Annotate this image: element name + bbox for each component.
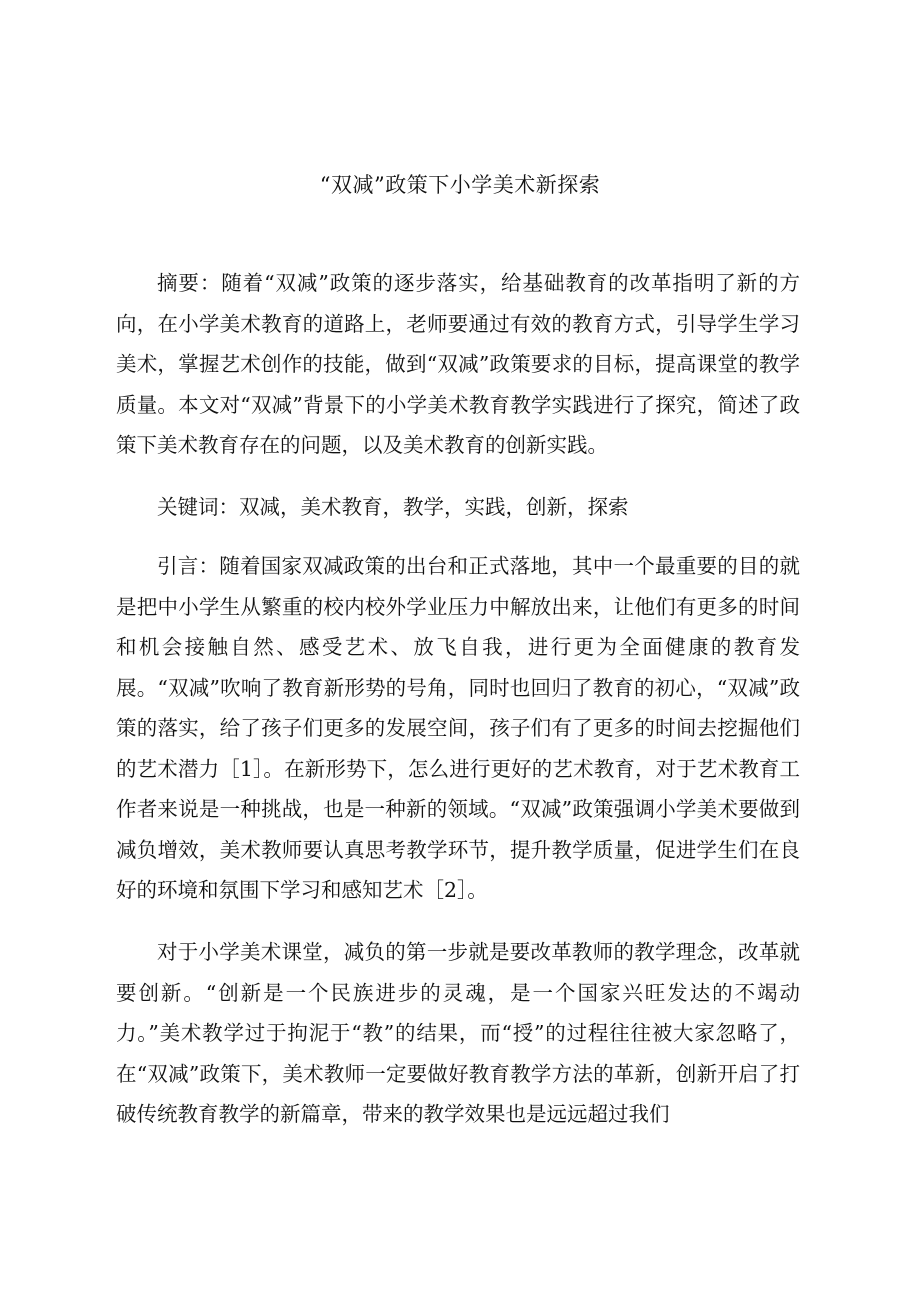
introduction-paragraph: 引言：随着国家双减政策的出台和正式落地，其中一个最重要的目的就是把中小学生从繁重的校内校外学业压力中解放出来，让他们有更多的时间和机会接触自然、感受艺术、放飞自我，进行更为全面健康的教育发展。“双减”吹响了教育新形势的号角，同时也回归了教育的初心，“双减”政策的落实，给了孩子们更多的发展空间，孩子们有了更多的时间去挖掘他们的艺术潜力［1］。在新形势下，怎么进行更好的艺术教育，对于艺术教育工作者来说是一种挑战，也是一种新的领域。“双减”政策强调小学美术要做到减负增效，美术教师要认真思考教学环节，提升教学质量，促进学生们在良好的环境和氛围下学习和感知艺术［2］。 <box>116 554 800 902</box>
abstract-paragraph: 摘要：随着“双减”政策的逐步落实，给基础教育的改革指明了新的方向，在小学美术教育的道路上，老师要通过有效的教育方式，引导学生学习美术，掌握艺术创作的技能，做到“双减”政策要求的目标，提高课堂的教学质量。本文对“双减”背景下的小学美术教育教学实践进行了探究，简述了政策下美术教育存在的问题，以及美术教育的创新实践。 <box>116 271 800 457</box>
keywords-paragraph: 关键词：双减，美术教育，教学，实践，创新，探索 <box>157 495 629 519</box>
document-title: “双减”政策下小学美术新探索 <box>319 173 601 197</box>
body-paragraph: 对于小学美术课堂，减负的第一步就是要改革教师的教学理念，改革就要创新。“创新是一个民族进步的灵魂，是一个国家兴旺发达的不竭动力。”美术教学过于拘泥于“教”的结果，而“授”的过程往往被大家忽略了，在“双减”政策下，美术教师一定要做好教育教学方法的革新，创新开启了打破传统教育教学的新篇章，带来的教学效果也是远远超过我们 <box>116 940 800 1126</box>
